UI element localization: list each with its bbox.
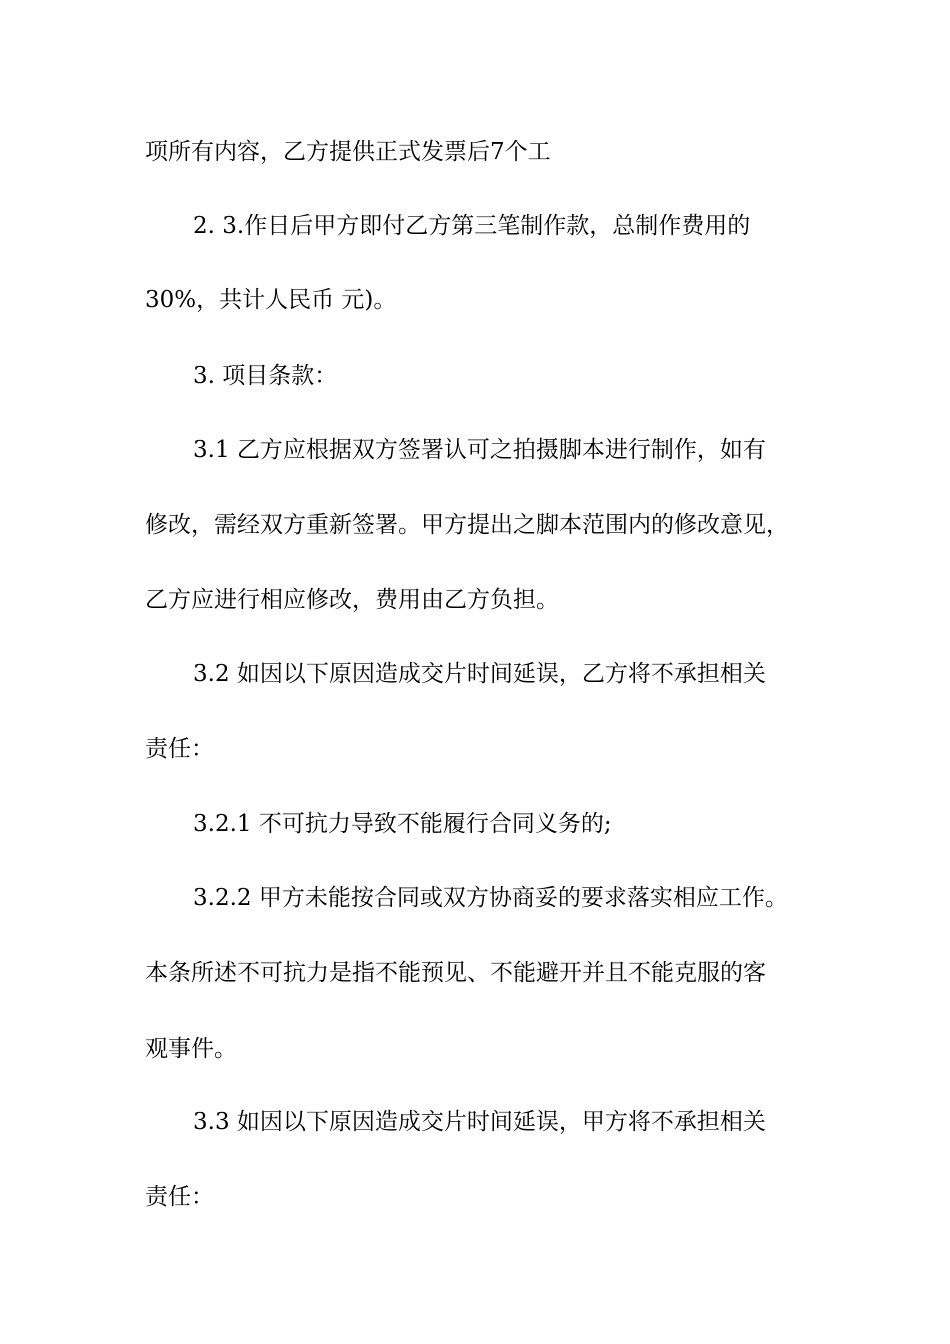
section-heading: 3. 项目条款： <box>193 363 338 389</box>
text-line: 2. 3.作日后甲方即付乙方第三笔制作款，总制作费用的 <box>193 213 751 239</box>
text-line: 30%，共计人民币 元)。 <box>145 287 397 313</box>
text-line: 本条所述不可抗力是指不能预见、不能避开并且不能克服的客 <box>145 960 766 986</box>
text-line: 项所有内容，乙方提供正式发票后7个工 <box>145 139 551 165</box>
text-line: 观事件。 <box>145 1036 237 1062</box>
text-line: 3.2 如因以下原因造成交片时间延误，乙方将不承担相关 <box>193 661 766 687</box>
text-line: 责任： <box>145 1184 214 1210</box>
text-line: 3.3 如因以下原因造成交片时间延误，甲方将不承担相关 <box>193 1109 766 1135</box>
text-line: 3.2.2 甲方未能按合同或双方协商妥的要求落实相应工作。 <box>193 885 788 911</box>
text-line: 修改，需经双方重新签署。甲方提出之脚本范围内的修改意见， <box>145 512 789 538</box>
text-line: 3.1 乙方应根据双方签署认可之拍摄脚本进行制作，如有 <box>193 437 766 463</box>
text-line: 3.2.1 不可抗力导致不能履行合同义务的; <box>193 811 612 837</box>
text-line: 责任： <box>145 736 214 762</box>
text-line: 乙方应进行相应修改，费用由乙方负担。 <box>145 587 559 613</box>
